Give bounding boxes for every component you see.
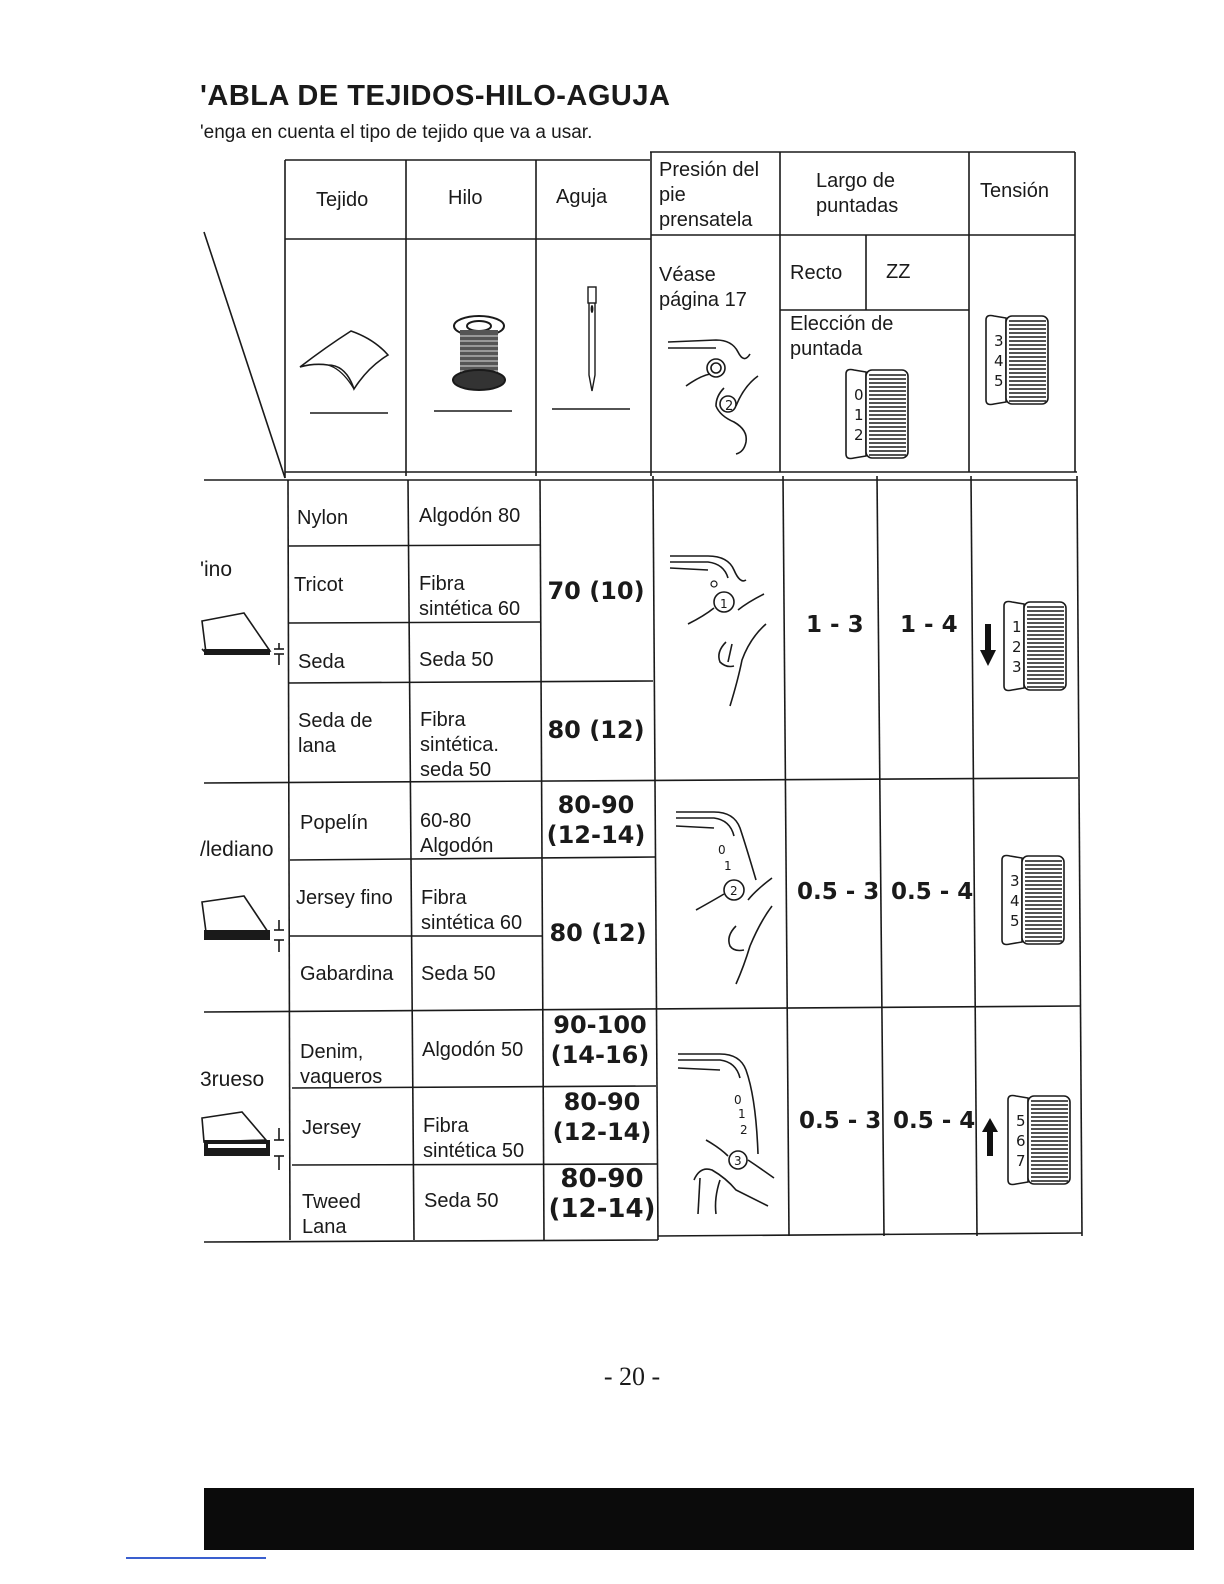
dial-knob-icon	[982, 312, 1054, 408]
dial-number: 5	[994, 372, 1004, 390]
aguja-80-90-tweed-line2: (12-14)	[548, 1194, 656, 1224]
dial-knob-icon	[998, 852, 1070, 948]
footer-link-line	[126, 1557, 266, 1559]
header-vease-line2: página 17	[659, 289, 747, 311]
aguja-90-100-line2: (14-16)	[550, 1041, 650, 1069]
tejido-tweed	[302, 1190, 361, 1240]
presser-grueso-number-3: 3	[734, 1154, 742, 1168]
header-eleccion-line2: puntada	[790, 338, 863, 360]
tejido-seda-lana-line2: lana	[298, 735, 336, 757]
zz-grueso: 0.5 - 4	[893, 1108, 976, 1134]
dial-number: 6	[1016, 1132, 1026, 1150]
header-zz: ZZ	[886, 261, 911, 283]
hilo-tweed: Seda 50	[424, 1190, 499, 1212]
tension-dial-grueso	[1004, 1092, 1076, 1193]
recto-mediano: 0.5 - 3	[797, 879, 880, 905]
hilo-tricot	[419, 572, 520, 622]
stitch-selector-dial	[842, 366, 914, 467]
header-presion-line2: pie	[659, 184, 686, 206]
header-eleccion	[790, 312, 893, 362]
fabric-thick-icon	[200, 1108, 290, 1172]
hilo-denim: Algodón 50	[422, 1039, 524, 1061]
header-eleccion-line1: Elección de	[790, 313, 894, 335]
dial-knob-icon	[842, 366, 914, 462]
zz-fino: 1 - 4	[900, 612, 958, 638]
tejido-jersey-fino: Jersey fino	[296, 887, 393, 909]
dial-number: 5	[1016, 1112, 1026, 1130]
hilo-seda: Seda 50	[419, 649, 494, 671]
dial-number: 2	[854, 426, 864, 444]
aguja-70: 70 (10)	[547, 577, 645, 605]
dial-number: 4	[1010, 892, 1020, 910]
page-number: - 20 -	[603, 1362, 661, 1391]
dial-number: 1	[1012, 618, 1022, 636]
hilo-popelin-line2: Algodón	[420, 835, 494, 857]
header-vease-line1: Véase	[659, 264, 716, 286]
page-title: 'ABLA DE TEJIDOS-HILO-AGUJA	[200, 80, 671, 112]
dial-number: 7	[1016, 1152, 1026, 1170]
presser-mediano-number-2: 2	[730, 884, 738, 898]
arrow-up-icon	[982, 1118, 998, 1156]
tejido-nylon: Nylon	[297, 507, 349, 529]
header-vease	[659, 263, 747, 313]
header-recto: Recto	[790, 262, 843, 284]
presser-grueso-number-0: 0	[734, 1093, 742, 1107]
recto-grueso: 0.5 - 3	[799, 1108, 882, 1134]
presser-grueso-number-1: 1	[738, 1107, 746, 1121]
presser-mediano-number-0: 0	[718, 843, 726, 857]
dial-number: 3	[1010, 872, 1020, 890]
aguja-80-90-mediano-line2: (12-14)	[546, 821, 646, 849]
hilo-jersey	[423, 1114, 524, 1164]
hilo-nylon: Algodón 80	[419, 505, 521, 527]
fabric-medium-icon	[200, 892, 290, 954]
header-largo	[816, 169, 898, 219]
tension-dial-fino	[1000, 598, 1072, 699]
needle-icon	[582, 285, 602, 395]
header-presion-line3: prensatela	[659, 209, 753, 231]
thread-spool-icon	[448, 314, 510, 394]
fabric-icon	[296, 325, 396, 395]
tejido-seda: Seda	[298, 651, 345, 673]
recto-fino: 1 - 3	[806, 612, 864, 638]
hilo-jersey-fino-line2: sintética 60	[421, 912, 523, 934]
header-aguja: Aguja	[556, 186, 608, 208]
presser-foot-dial-icon	[664, 326, 764, 456]
header-presion-line1: Presión del	[659, 159, 760, 181]
presser-fino-number: 1	[720, 597, 728, 611]
aguja-80-90-jersey-line2: (12-14)	[552, 1118, 652, 1146]
header-presion	[659, 158, 759, 233]
tension-dial-header	[982, 312, 1054, 413]
dial-knob-icon	[1000, 598, 1072, 694]
tejido-denim	[300, 1040, 382, 1090]
aguja-80-90-mediano-line1: 80-90	[557, 791, 635, 819]
hilo-seda-lana-line1: Fibra	[420, 709, 466, 731]
hilo-gabardina: Seda 50	[421, 963, 496, 985]
hilo-seda-lana-line3: seda 50	[420, 759, 492, 781]
header-largo-line1: Largo de	[816, 170, 895, 192]
page-subtitle: 'enga en cuenta el tipo de tejido que va a usar.	[200, 122, 593, 143]
hilo-seda-lana-line2: sintética.	[420, 734, 499, 756]
header-tejido: Tejido	[316, 189, 369, 211]
aguja-80-90-jersey	[548, 1087, 656, 1147]
aguja-80: 80 (12)	[547, 716, 645, 744]
hilo-popelin	[420, 809, 493, 859]
aguja-80-90-jersey-line1: 80-90	[563, 1088, 641, 1116]
hilo-jersey-fino	[421, 886, 522, 936]
hilo-tricot-line1: Fibra	[419, 573, 465, 595]
category-mediano: /lediano	[200, 838, 274, 861]
header-hilo: Hilo	[448, 187, 483, 209]
tension-dial-mediano	[998, 852, 1070, 953]
aguja-80-90-tweed	[548, 1164, 656, 1224]
tejido-tricot: Tricot	[294, 574, 344, 596]
aguja-80-90-mediano	[544, 790, 648, 850]
hilo-jersey-line2: sintética 50	[423, 1140, 525, 1162]
dial-number: 2	[1012, 638, 1022, 656]
tejido-seda-lana-line1: Seda de	[298, 710, 373, 732]
category-fino: 'ino	[200, 558, 233, 581]
arrow-down-icon	[980, 624, 996, 666]
hilo-popelin-line1: 60-80	[420, 810, 472, 832]
presser-foot-mediano-icon	[674, 806, 776, 986]
presser-dial-number: 2	[725, 399, 734, 414]
tejido-denim-line2: vaqueros	[300, 1066, 383, 1088]
tejido-popelin: Popelín	[300, 812, 368, 834]
category-grueso: 3rueso	[200, 1068, 265, 1091]
dial-number: 3	[1012, 658, 1022, 676]
dial-number: 5	[1010, 912, 1020, 930]
dial-number: 0	[854, 386, 864, 404]
header-largo-line2: puntadas	[816, 195, 899, 217]
zz-mediano: 0.5 - 4	[891, 879, 974, 905]
dial-number: 1	[854, 406, 864, 424]
aguja-90-100-line1: 90-100	[553, 1011, 647, 1039]
aguja-90-100	[546, 1010, 654, 1070]
hilo-seda-lana	[420, 708, 499, 783]
dial-number: 4	[994, 352, 1004, 370]
fabric-thin-icon	[200, 605, 290, 667]
dial-knob-icon	[1004, 1092, 1076, 1188]
tejido-seda-lana	[298, 709, 373, 759]
presser-grueso-number-2: 2	[740, 1123, 748, 1137]
aguja-80-mediano: 80 (12)	[549, 919, 647, 947]
footer-bar	[204, 1488, 1194, 1550]
dial-number: 3	[994, 332, 1004, 350]
presser-foot-grueso-icon	[676, 1048, 780, 1220]
hilo-jersey-fino-line1: Fibra	[421, 887, 467, 909]
hilo-jersey-line1: Fibra	[423, 1115, 469, 1137]
aguja-80-90-tweed-line1: 80-90	[560, 1164, 644, 1194]
tejido-tweed-line1: Tweed	[302, 1191, 361, 1213]
tejido-tweed-line2: Lana	[302, 1216, 347, 1238]
tejido-gabardina: Gabardina	[300, 963, 394, 985]
header-tension: Tensión	[980, 180, 1049, 202]
presser-mediano-number-1: 1	[724, 859, 732, 873]
tejido-denim-line1: Denim,	[300, 1041, 364, 1063]
tejido-jersey: Jersey	[302, 1117, 361, 1139]
hilo-tricot-line2: sintética 60	[419, 598, 521, 620]
presser-foot-fino-icon	[668, 550, 770, 710]
